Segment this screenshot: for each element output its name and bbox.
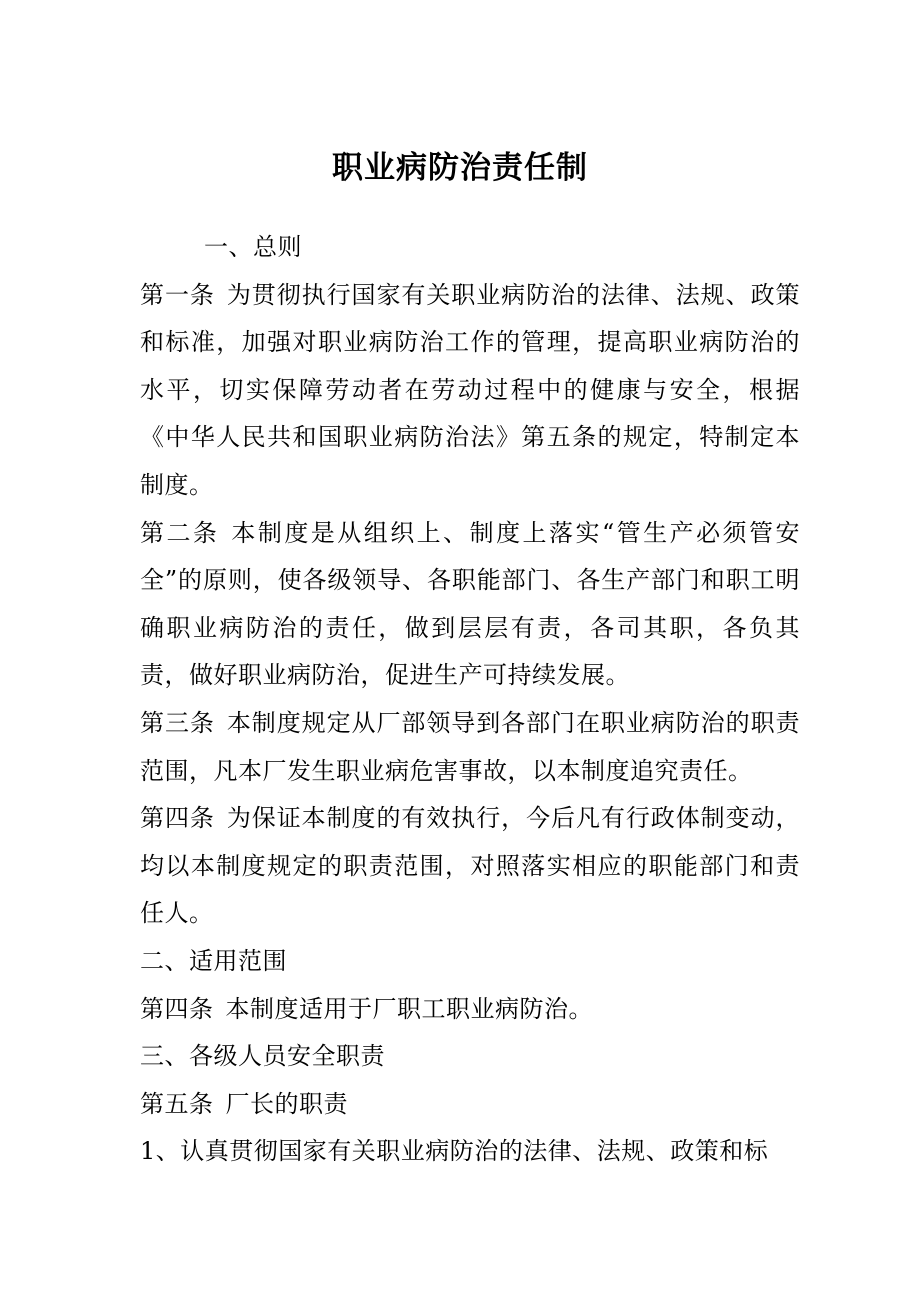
document-body: [140, 224, 800, 1176]
article-1-label: 第一条: [140, 280, 215, 309]
article-4-scope: [140, 986, 800, 1034]
article-3: [140, 700, 800, 795]
article-3-text: 本制度规定从厂部领导到各部门在职业病防治的职责范围，凡本厂发生职业病危害事故，以本制度追究责任。: [140, 708, 801, 785]
article-2-text: 本制度是从组织上、制度上落实“管生产必须管安全”的原则，使各级领导、各职能部门、各生产部门和职工明确职业病防治的责任，做到层层有责，各司其职，各负其责，做好职业病防治，促进生产可持续发展。: [140, 518, 800, 690]
article-2: [140, 510, 800, 700]
article-4-scope-label: 第四条: [140, 994, 214, 1023]
article-4-text: 为保证本制度的有效执行，今后凡有行政体制变动，均以本制度规定的职责范围，对照落实相应的职能部门和责任人。: [140, 804, 801, 928]
article-2-label: 第二条: [140, 518, 220, 547]
article-5-text: 厂长的职责: [225, 1089, 348, 1118]
document-title: 职业病防治责任制: [332, 150, 588, 186]
article-5-label: 第五条: [140, 1089, 214, 1118]
article-4: [140, 795, 800, 938]
article-1: [140, 272, 800, 510]
article-4-label: 第四条: [140, 804, 215, 833]
article-1-text: 为贯彻执行国家有关职业病防治的法律、法规、政策和标准，加强对职业病防治工作的管理，提高职业病防治的水平，切实保障劳动者在劳动过程中的健康与安全，根据《中华人民共和国职业病防治法》第五条的规定，特制定本制度。: [140, 280, 801, 499]
section-heading-scope: 二、适用范围: [140, 946, 287, 975]
duty-item-1: 1、认真贯彻国家有关职业病防治的法律、法规、政策和标: [140, 1137, 769, 1166]
article-4-scope-text: 本制度适用于厂职工职业病防治。: [225, 994, 593, 1023]
article-3-label: 第三条: [140, 708, 215, 737]
section-heading-general: 一、总则: [204, 233, 302, 261]
article-5: [140, 1081, 800, 1129]
section-heading-duties: 三、各级人员安全职责: [140, 1042, 385, 1071]
